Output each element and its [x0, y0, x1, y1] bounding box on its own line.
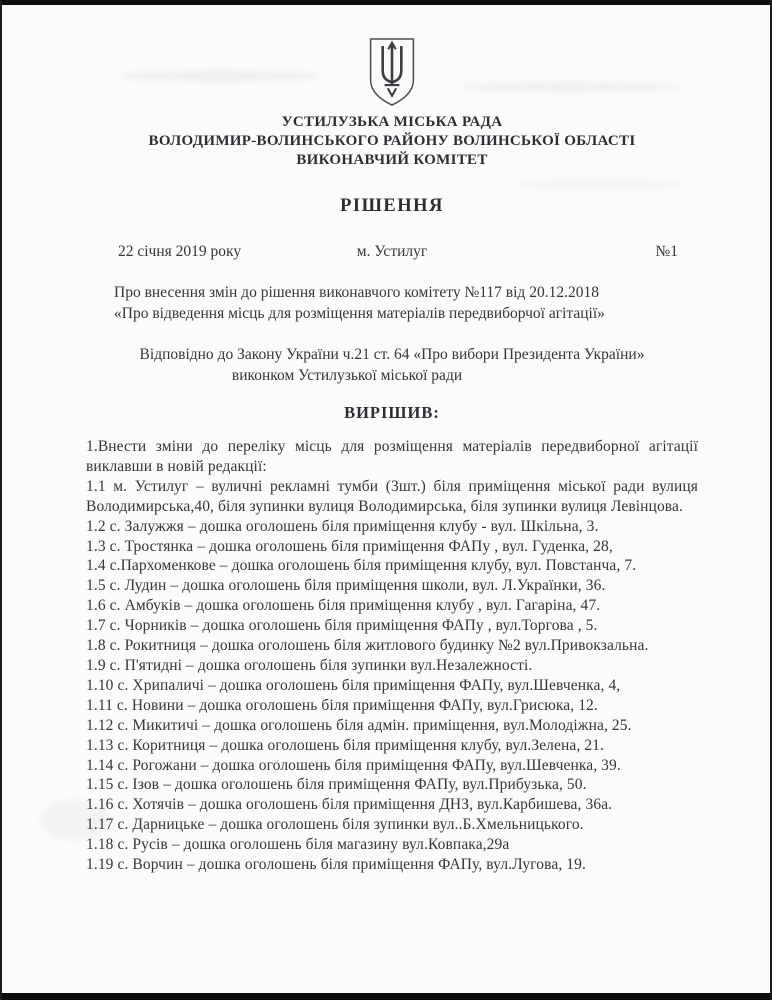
resolution-items	[86, 437, 698, 875]
resolution-item: 1.15 с. Ізов – дошка оголошень біля приміщення ФАПу, вул.Прибузька, 50.	[86, 776, 587, 794]
org-name-line: УСТИЛУЗЬКА МІСЬКА РАДА	[281, 114, 503, 130]
legal-basis-line: виконком Устилузької міської ради	[231, 367, 463, 384]
subject-line: Про внесення змін до рішення виконавчого комітету №117 від 20.12.2018	[114, 284, 599, 301]
document-number: №1	[655, 243, 678, 260]
resolution-item: 1.12 с. Микитичі – дошка оголошень біля адмін. приміщення, вул.Молодіжна, 25.	[86, 716, 632, 734]
resolution-item: 1.5 с. Лудин – дошка оголошень біля приміщення школи, вул. Л.Українки, 36.	[86, 577, 606, 595]
resolution-item: 1.18 с. Русів – дошка оголошень біля магазину вул.Ковпака,29а	[86, 836, 510, 854]
resolution-item: 1.14 с. Рогожани – дошка оголошень біля приміщення ФАПу, вул.Шевченка, 39.	[86, 756, 621, 774]
resolution-item: 1.13 с. Коритниця – дошка оголошень біля приміщення клубу, вул.Зелена, 21.	[86, 736, 604, 754]
document-date: 22 січня 2019 року	[118, 243, 242, 260]
document-type-title: РІШЕННЯ	[340, 196, 444, 216]
resolution-item: 1.19 с. Ворчин – дошка оголошень біля приміщення ФАПу, вул.Лугова, 19.	[86, 856, 586, 874]
resolution-item: 1.9 с. П'ятидні – дошка оголошень біля зупинки вул.Незалежності.	[86, 656, 533, 674]
scan-edge-left	[0, 0, 2, 1000]
subject-line: «Про відведення місць для розміщення матеріалів передвиборчої агітації»	[114, 305, 605, 322]
legal-basis	[86, 344, 698, 386]
org-district-line: ВОЛОДИМИР-ВОЛИНСЬКОГО РАЙОНУ ВОЛИНСЬКОЇ ОБЛАСТІ	[148, 133, 636, 149]
legal-basis-line: Відповідно до Закону України ч.21 ст. 64 «Про вибори Президента України»	[139, 346, 645, 363]
resolution-item: 1.11 с. Новини – дошка оголошень біля приміщення ФАПу, вул.Грисюка, 12.	[86, 696, 598, 714]
resolution-item: 1.17 с. Дарницьке – дошка оголошень біля зупинки вул..Б.Хмельницького.	[86, 816, 584, 834]
resolution-item: 1.7 с. Чорників – дошка оголошень біля приміщення ФАПу , вул.Торгова , 5.	[86, 617, 598, 635]
resolved-heading: ВИРІШИВ:	[344, 403, 440, 422]
org-committee-line: ВИКОНАВЧИЙ КОМІТЕТ	[296, 152, 488, 168]
resolution-item: 1.10 с. Хрипаличі – дошка оголошень біля приміщення ФАПу, вул.Шевченка, 4,	[86, 676, 621, 694]
document-subject	[86, 282, 698, 324]
resolution-item: 1.2 с. Залужжя – дошка оголошень біля приміщення клубу - вул. Шкільна, 3.	[86, 517, 599, 535]
scan-edge-top	[0, 0, 772, 5]
document-place: м. Устилуг	[356, 243, 428, 260]
document-meta-row	[86, 242, 698, 262]
scan-edge-bottom	[0, 993, 772, 1000]
resolution-item: 1.4 с.Пархоменкове – дошка оголошень біля приміщення клубу, вул. Повстанча, 7.	[86, 557, 637, 575]
resolution-intro: 1.Внести зміни до переліку місць для розміщення матеріалів передвиборної агітації виклавши в новій редакції:	[86, 438, 698, 475]
resolution-item: 1.1 м. Устилуг – вуличні рекламні тумби (3шт.) біля приміщення міської ради вулиця Володимирська,40, біля зупинки вулиця Володимирська, біля зупинки вулиця Левінцова.	[86, 477, 698, 515]
ukraine-coat-of-arms-icon	[365, 36, 419, 109]
resolution-item: 1.16 с. Хотячів – дошка оголошень біля приміщення ДНЗ, вул.Карбишева, 36а.	[86, 796, 613, 814]
resolution-item: 1.8 с. Рокитниця – дошка оголошень біля житлового будинку №2 вул.Привокзальна.	[86, 637, 649, 655]
issuing-authority	[86, 113, 698, 170]
resolution-item: 1.3 с. Тростянка – дошка оголошень біля приміщення ФАПу , вул. Гуденка, 28,	[86, 537, 613, 555]
resolution-item: 1.6 с. Амбуків – дошка оголошень біля приміщення клубу , вул. Гагаріна, 47.	[86, 597, 601, 615]
